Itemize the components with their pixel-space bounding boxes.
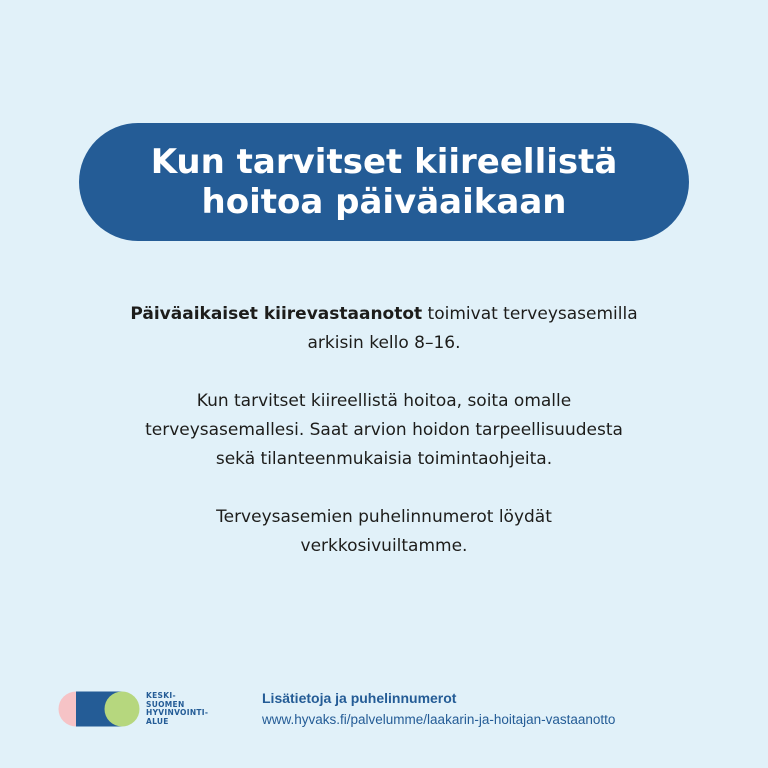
paragraph-hours-line-1 — [60, 300, 708, 329]
logo-word-2: SUOMEN — [146, 699, 185, 709]
service-name: Päiväaikaiset kiirevastaanotot — [130, 304, 423, 324]
website-link[interactable]: www.hyvaks.fi/palvelumme/laakarin-ja-hoitajan-vastaanotto — [262, 712, 616, 727]
paragraph-phone-numbers — [60, 503, 708, 561]
headline-line-2: hoitoa päiväaikaan — [201, 182, 567, 222]
logo-word-1: KESKI- — [146, 691, 176, 700]
logo-wordmark — [146, 692, 208, 726]
organization-logo — [58, 690, 258, 730]
instructions-line-2: terveysasemallesi. Saat arvion hoidon tarpeellisuudesta — [145, 420, 623, 440]
instructions-line-3: sekä tilanteenmukaisia toimintaohjeita. — [215, 449, 553, 469]
headline-line-1: Kun tarvitset kiireellistä — [150, 142, 618, 182]
paragraph-hours — [60, 300, 708, 358]
body-text — [60, 300, 708, 561]
logo-word-4: ALUE — [146, 716, 169, 726]
phone-line-1: Terveysasemien puhelinnumerot löydät — [216, 507, 552, 527]
phone-line-2: verkkosivuiltamme. — [300, 536, 468, 556]
opening-hours: arkisin kello 8–16. — [307, 333, 461, 353]
logo-word-3: HYVINVOINTI- — [146, 708, 209, 718]
overlapping-circles-logo-icon — [58, 691, 140, 727]
headline-banner — [79, 123, 689, 241]
footer-info — [262, 689, 615, 729]
paragraph-instructions — [60, 387, 708, 474]
footer-title: Lisätietoja ja puhelinnumerot — [262, 690, 457, 706]
instructions-line-1: Kun tarvitset kiireellistä hoitoa, soita omalle — [196, 391, 572, 411]
service-location: toimivat terveysasemilla — [422, 304, 638, 324]
